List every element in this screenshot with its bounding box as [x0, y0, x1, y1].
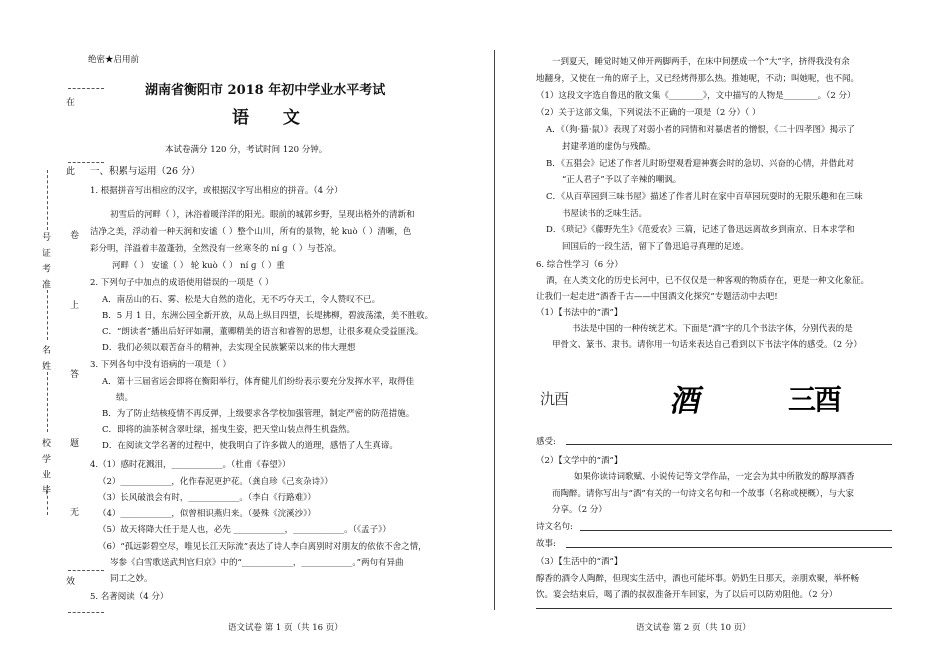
binding-word: 题	[70, 439, 80, 449]
text-line: 初雪后的河畔（ ），沐浴着暖洋洋的阳光。眼前的城郭乡野，呈现出格外的清新和	[110, 210, 415, 220]
text-line: 地翻身，又使在一角的席子上，又已经烤得那么热。推她呢，不动；叫她呢，也不闻。	[536, 74, 860, 84]
calligraphy-image	[667, 378, 722, 419]
name-label: 名 姓	[40, 345, 50, 372]
page-footer: 语文试卷 第 1 页（共 16 页）	[228, 623, 343, 633]
answer-line[interactable]	[566, 444, 892, 445]
fill-line	[47, 290, 48, 340]
calligraphy-oracle: 氿酉	[540, 389, 569, 408]
text-line: 洁净之美，浮动着一种天润和安谧（ ）整个山川，所有的景物，轮 kuò（ ）清晰，色	[90, 227, 412, 237]
text-line: 岑参《白雪歌送武判官归京》中的“____________，____________。”两句有异曲	[110, 558, 404, 568]
question: 2. 下列句子中加点的成语使用错误的一项是（ ）	[90, 278, 274, 288]
option: C．即将的油茶树含翠吐绿，摇曳生姿，把天堂山装点得生机盎然。	[102, 425, 356, 435]
option: 绩。	[116, 393, 134, 403]
question: （3）长风破浪会有时，____________。（李白《行路难》）	[98, 493, 316, 503]
secret-mark: 绝密★启用前	[88, 55, 140, 65]
binding-dash	[68, 88, 104, 89]
calligraphy-clerical: 三酉	[788, 383, 841, 416]
answer-line[interactable]	[580, 530, 892, 531]
option: 封建孝道的虚伪与残酷。	[562, 142, 656, 152]
binding-dash	[68, 612, 104, 613]
page-footer: 语文试卷 第 2 页（共 10 页）	[636, 623, 751, 633]
sub-question: （2）【文学中的“酒”】	[536, 456, 623, 466]
text-line: 醇香的酒令人陶醉，但现实生活中，酒也可能坏事。奶奶生日那天，亲朋欢聚，举杯畅	[536, 574, 860, 584]
option: 回国后的一段生活，留下了鲁迅追寻真理的足迹。	[562, 242, 750, 252]
fill-line	[47, 485, 48, 515]
subject-title: 语 文	[232, 108, 314, 128]
answer-line[interactable]	[566, 547, 892, 548]
question: 3. 下列各句中没有语病的一项是（ ）	[90, 360, 232, 370]
text-line: 同工之妙。	[110, 574, 153, 584]
option: B．为了防止结核疫情不再反弹，上级要求各学校加强管理，制定严密的防范措施。	[102, 409, 415, 419]
text-line: 一到夏天，睡觉时她又伸开两脚两手，在床中间摆成一个“大”字，挤得我没有余	[552, 57, 850, 67]
text-line: 甲骨文、篆书、隶书。请你用一句话来表达自己看到以下书法字体的感受。（2 分）	[552, 340, 862, 350]
option: C．“朗读者”播出后好评如潮，董卿精美的语言和睿智的思想，让很多观众受益匪浅。	[102, 327, 424, 337]
section-heading: 一、积累与运用（26 分）	[90, 166, 201, 177]
text-line: 酒，在人类文化的历史长河中，已不仅仅是一种客观的物质存在，更是一种文化象征。	[546, 276, 870, 286]
option: B．《五猖会》记述了作者儿时盼望观看迎神赛会时的急切、兴奋的心情，并借此对	[546, 159, 855, 169]
question: 5. 名著阅读（4 分）	[90, 592, 169, 602]
text-line: 饮。宴会结束后，喝了酒的叔叔准备开车回家，为了以后可以防劝阻他。（2 分）	[536, 590, 838, 600]
option: D．在阅读文学名著的过程中，使我明白了许多做人的道理，感悟了人生真谛。	[102, 441, 398, 451]
question: 6. 综合性学习（6 分）	[536, 260, 623, 270]
fill-line	[47, 372, 48, 432]
calligraphy-image	[788, 378, 868, 418]
sub-question: （1）【书法中的“酒”】	[536, 308, 623, 318]
binding-word: 此	[66, 167, 76, 177]
calligraphy-seal: 酒	[667, 384, 705, 419]
option: A．《（狗·猫·鼠）》表现了对弱小者的同情和对暴虐者的憎恨，《二十四孝图》揭示了	[546, 125, 856, 135]
answer-blanks: 河畔（ ） 安谧（ ） 轮 kuò（ ） ní ɡ（ ）重	[112, 261, 285, 271]
text-line: 让我们一起走进“酒香千古——中国酒文化探究”专题活动中去吧!	[536, 292, 778, 302]
binding-word: 无	[70, 508, 80, 518]
option: D．《琐记》《藤野先生》《范爱农》三篇，记述了鲁迅远离故乡到南京、日本求学和	[546, 225, 855, 235]
option: 书屋读书的乏味生活。	[562, 209, 648, 219]
question: （5）故天将降大任于是人也，必先 ____________，____________。（《孟子》）	[98, 525, 391, 535]
question: 1. 根据拼音写出相应的汉字，或根据汉字写出相应的拼音。（4 分）	[90, 186, 343, 196]
option: “正人君子”予以了辛辣的嘲讽。	[562, 175, 682, 185]
option: B．5 月 1 日，东洲公园全新开放，从岛上纵目四望，长堤拂柳，碧波荡漾，美不胜收。	[102, 311, 434, 321]
question: （2）关于这部文集，下列说法不正确的一项是（2 分）（ ）	[536, 108, 761, 118]
binding-word: 效	[66, 577, 76, 587]
story-label: 故事:	[536, 539, 556, 549]
question: 4.（1）感时花溅泪，____________。（杜甫《春望》）	[90, 460, 291, 470]
option: D．我们必须以艰苦奋斗的精神，去实现全民族繁荣以来的伟大理想	[102, 343, 356, 353]
school-label: 校 学 业 毕	[40, 438, 50, 497]
question: （2）____________，化作春泥更护花。（龚自珍《己亥杂诗》）	[98, 477, 333, 487]
binding-word: 上	[70, 301, 80, 311]
text-line: 分享。（2 分）	[552, 505, 607, 515]
exam-title: 湖南省衡阳市 2018 年初中学业水平考试	[145, 83, 386, 98]
question: （1）这段文字选自鲁迅的散文集《________》，文中描写的人物是________。（2 分）	[536, 91, 856, 101]
sub-question: （3）【生活中的“酒”】	[536, 557, 623, 567]
answer-line[interactable]	[536, 608, 892, 609]
binding-word: 答	[70, 370, 80, 380]
fill-line	[47, 170, 48, 230]
page-divider	[494, 50, 495, 610]
option: A．第十三届省运会即将在衡阳举行，体育健儿们纷纷表示要充分发挥水平，取得佳	[102, 377, 415, 387]
binding-dash	[68, 570, 104, 571]
exam-info: 本试卷满分 120 分，考试时间 120 分钟。	[165, 145, 328, 155]
text-line: 而陶醉。请你写出与“酒”有关的一句诗文名句和一个故事（名称或梗概），与大家	[552, 489, 854, 499]
text-line: 如果你读诗词歌赋、小说传记等文学作品，一定会为其中所散发的醇厚酒香	[574, 472, 855, 482]
binding-word: 在	[66, 98, 76, 108]
text-line: 书法是中国的一种传统艺术。下面是“酒”字的几个书法字体，分别代表的是	[572, 324, 853, 334]
question: （6）“孤远影碧空尽，唯见长江天际流”表达了诗人李白离别时对朋友的依依不舍之情，	[98, 542, 427, 552]
option: A．南岳山的石、雾、松是大自然的造化，无不巧夺天工，令人赞叹不已。	[102, 295, 381, 305]
feel-label: 感受:	[536, 437, 556, 447]
text-line: 彩分明，洋溢着丰盈蓬勃，全然没有一丝寒冬的 ní ɡ（ ）与苍凉。	[90, 244, 342, 254]
poem-label: 诗文名句:	[536, 522, 573, 532]
option: C．《从百草园到三味书屋》描述了作者儿时在家中百草园玩耍时的无限乐趣和在三味	[546, 192, 863, 202]
binding-word: 卷	[70, 231, 80, 241]
exam-number-label: 号 证 考 准	[40, 232, 50, 291]
question: （4）____________，似曾相识燕归来。（晏殊《浣溪沙》）	[98, 509, 316, 519]
calligraphy-image	[540, 378, 580, 418]
